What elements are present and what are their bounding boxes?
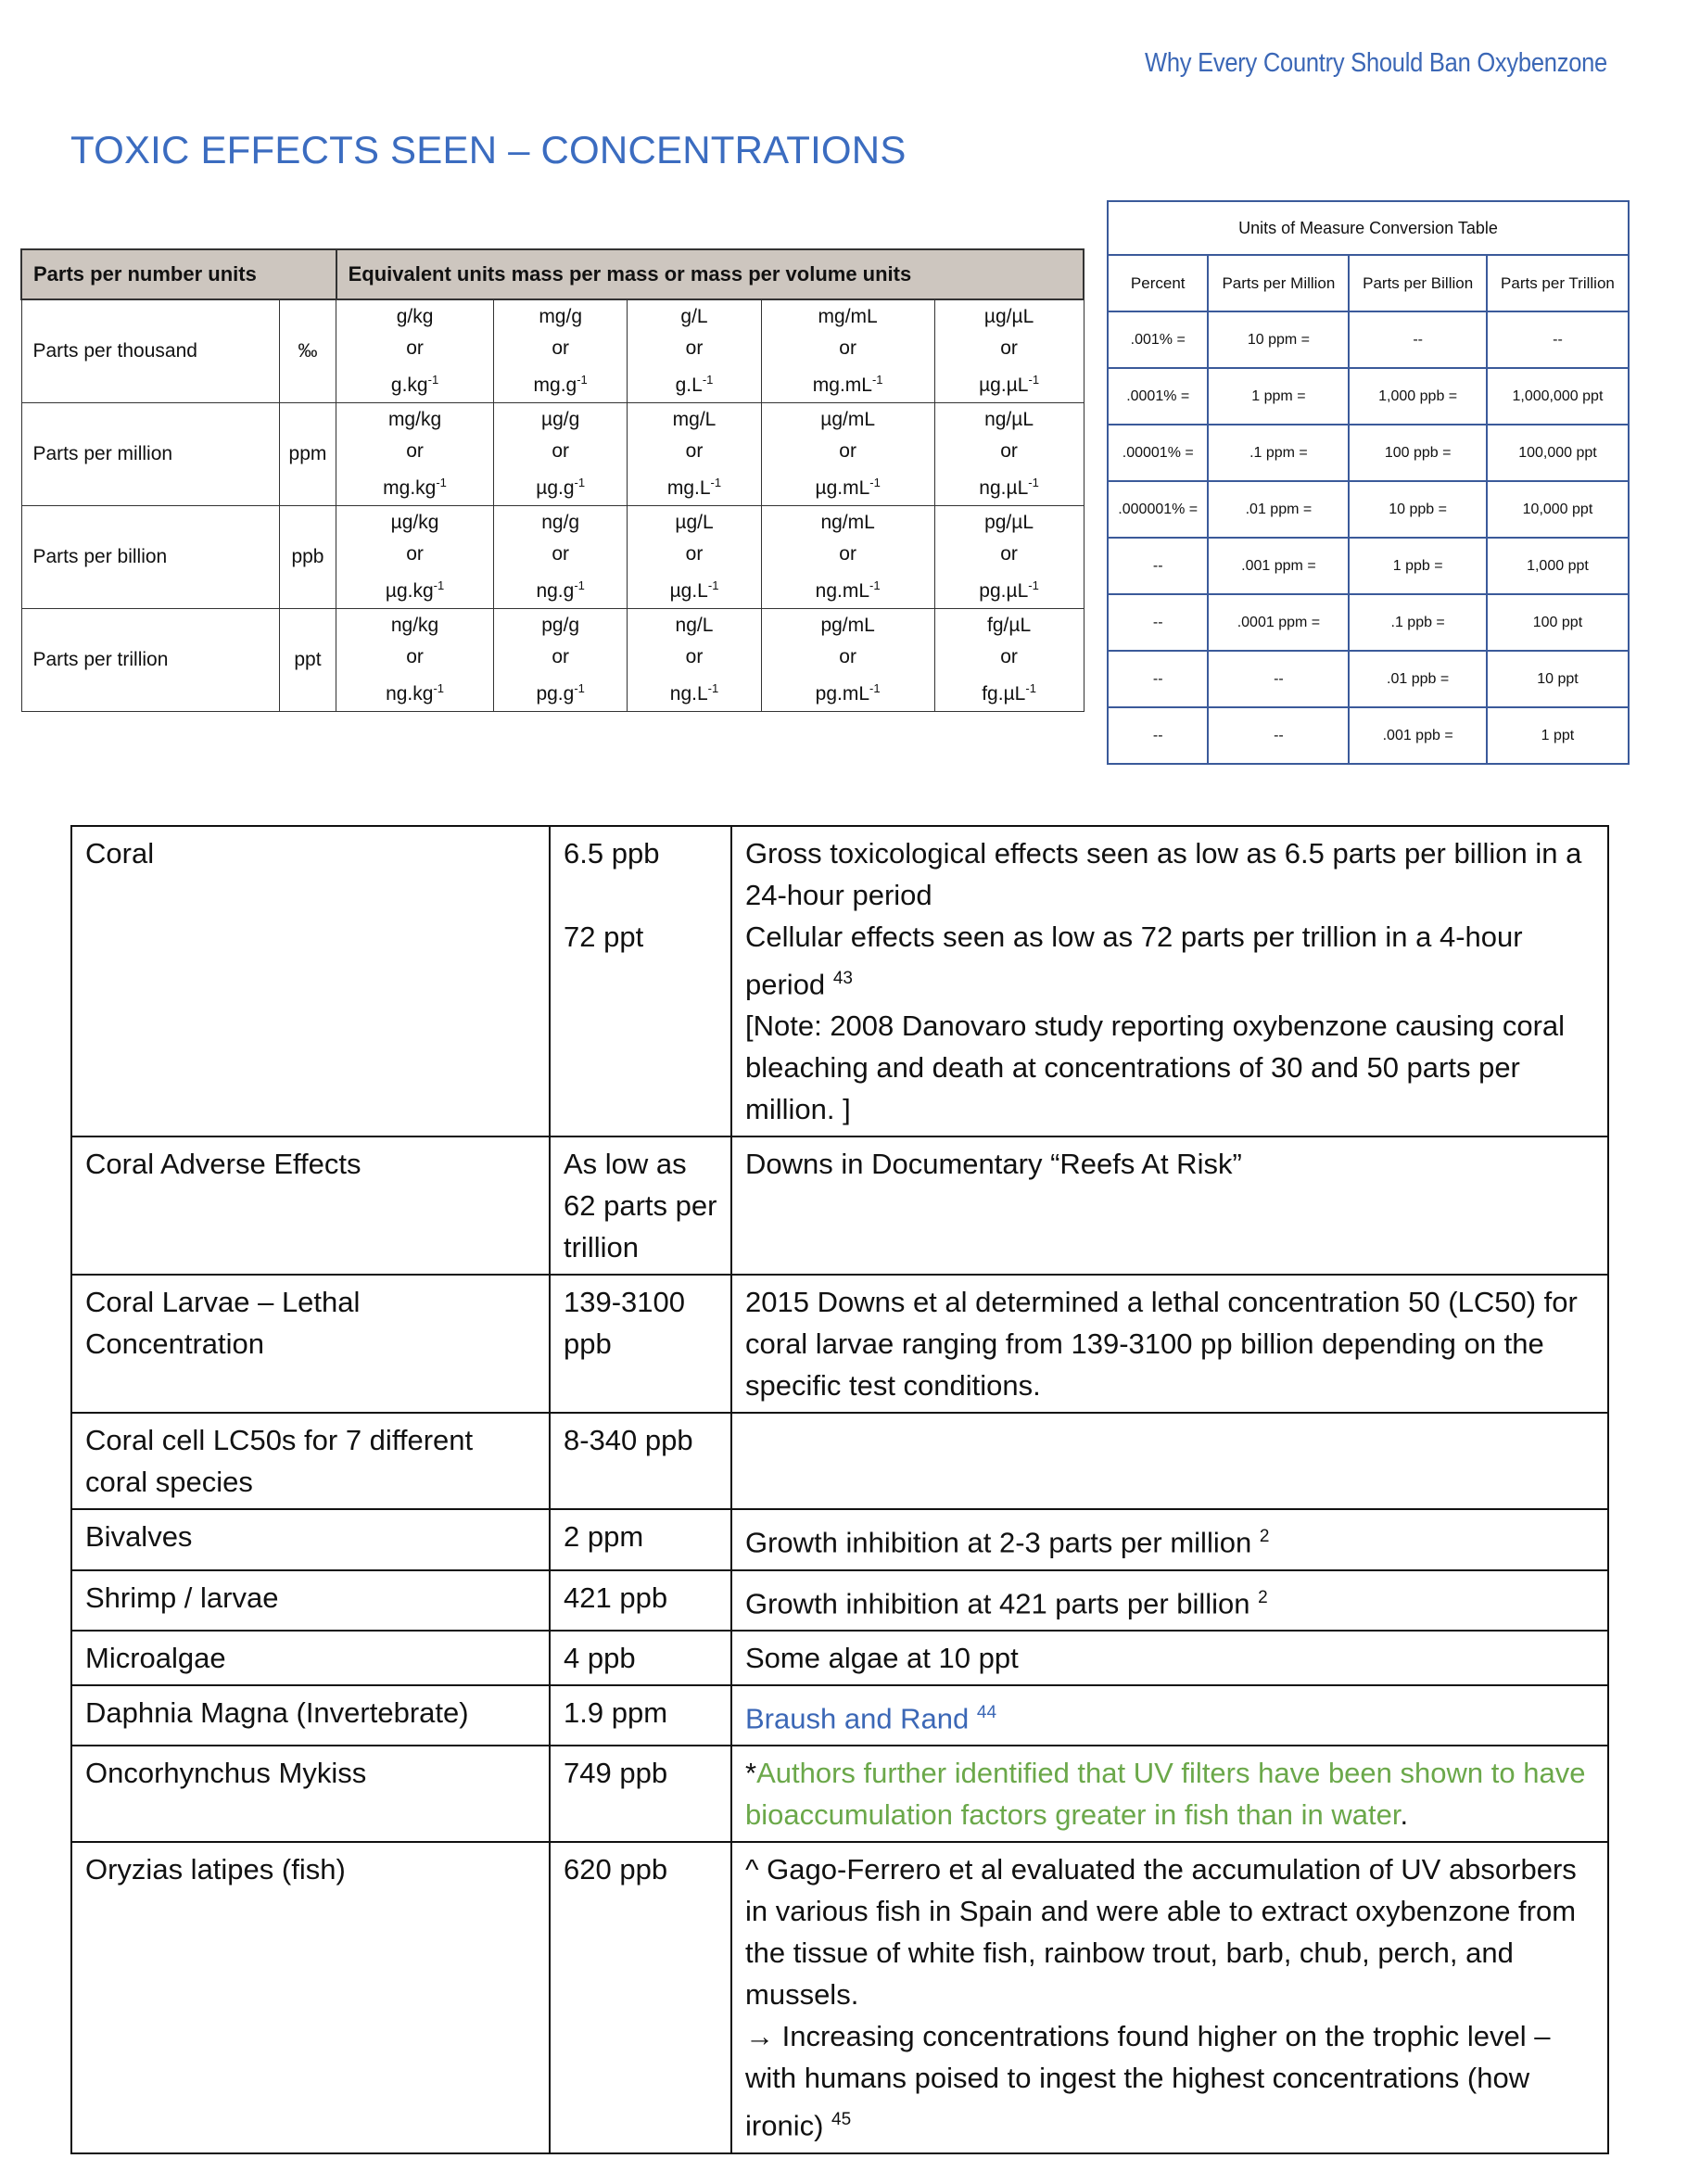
unit-or: or xyxy=(552,440,569,462)
unit-cell xyxy=(494,403,628,506)
unit-cell xyxy=(761,609,934,712)
conversion-cell: 100 ppt xyxy=(1487,594,1629,651)
unit-exponent: -1 xyxy=(427,373,439,387)
unit-cell xyxy=(494,609,628,712)
unit-cell xyxy=(336,506,494,609)
unit-exponent: -1 xyxy=(710,476,722,489)
organism-cell: Bivalves xyxy=(71,1509,550,1569)
conversion-cell: -- xyxy=(1108,651,1208,707)
page-title: TOXIC EFFECTS SEEN – CONCENTRATIONS xyxy=(70,128,907,171)
note-star: * xyxy=(745,1757,757,1790)
notes-cell: 2015 Downs et al determined a lethal concentration 50 (LC50) for coral larvae ranging from 139-3100 pp billion depending on the specific test conditions. xyxy=(731,1275,1608,1413)
unit-cell xyxy=(628,403,761,506)
unit-dot: fg.µL xyxy=(982,683,1026,705)
unit-exponent: -1 xyxy=(433,578,445,592)
unit-cell xyxy=(628,299,761,403)
notes-cell xyxy=(731,1685,1608,1746)
notes-cell: Some algae at 10 ppt xyxy=(731,1631,1608,1685)
unit-cell xyxy=(761,506,934,609)
unit-exponent: -1 xyxy=(574,476,586,489)
table-row xyxy=(1108,481,1629,538)
unit-cell xyxy=(934,609,1084,712)
conversion-cell: -- xyxy=(1108,538,1208,594)
unit-slash: ng/L xyxy=(675,615,714,636)
unit-exponent: -1 xyxy=(1028,578,1039,592)
units-header-equivalent: Equivalent units mass per mass or mass per volume units xyxy=(336,249,1084,299)
unit-symbol: ppb xyxy=(279,506,336,609)
unit-slash: µg/L xyxy=(675,512,714,533)
unit-exponent: -1 xyxy=(702,373,714,387)
note-text: ^ Gago-Ferrero et al evaluated the accumulation of UV absorbers in various fish in Spain and were able to extract oxybenzone from the tissue of white fish, rainbow trout, barb, chub, perch, and mussels. xyxy=(745,1853,1577,2012)
unit-cell xyxy=(934,299,1084,403)
organism-cell: Shrimp / larvae xyxy=(71,1570,550,1631)
unit-slash: ng/mL xyxy=(820,512,875,533)
conversion-cell: -- xyxy=(1487,311,1629,368)
unit-cell xyxy=(628,609,761,712)
conversion-cell: 10,000 ppt xyxy=(1487,481,1629,538)
conversion-cell: 1 ppt xyxy=(1487,707,1629,764)
unit-symbol: ppt xyxy=(279,609,336,712)
unit-cell xyxy=(934,403,1084,506)
unit-or: or xyxy=(1000,440,1018,462)
conversion-cell: -- xyxy=(1108,707,1208,764)
notes-cell xyxy=(731,826,1608,1136)
unit-or: or xyxy=(552,646,569,667)
unit-dot: µg.mL xyxy=(815,477,870,499)
unit-label: Parts per million xyxy=(21,403,279,506)
unit-label: Parts per billion xyxy=(21,506,279,609)
unit-slash: µg/µL xyxy=(983,306,1034,327)
note-text: Authors further identified that UV filters have been shown to have bioaccumulation factors greater in fish than in water xyxy=(745,1757,1586,1832)
conversion-cell: .001% = xyxy=(1108,311,1208,368)
table-row xyxy=(1108,651,1629,707)
notes-cell xyxy=(731,1746,1608,1842)
unit-exponent: -1 xyxy=(707,681,719,695)
table-row xyxy=(71,1509,1608,1569)
unit-or: or xyxy=(685,337,704,359)
conversion-cell: 1 ppb = xyxy=(1349,538,1487,594)
unit-dot: g.kg xyxy=(390,375,428,396)
reference-link[interactable]: Braush and Rand xyxy=(745,1702,970,1735)
table-row xyxy=(71,1685,1608,1746)
unit-dot: µg.g xyxy=(536,477,575,499)
unit-dot: ng.g xyxy=(536,580,575,602)
table-row xyxy=(21,299,1084,403)
concentration-cell: 620 ppb xyxy=(550,1842,731,2152)
unit-or: or xyxy=(839,440,856,462)
unit-exponent: -1 xyxy=(433,681,444,695)
table-row xyxy=(21,403,1084,506)
unit-dot: mg.g xyxy=(533,375,577,396)
unit-dot: mg.mL xyxy=(812,375,872,396)
conversion-cell: 10 ppt xyxy=(1487,651,1629,707)
note-text: Cellular effects seen as low as 72 parts per trillion in a 4-hour period xyxy=(745,921,1523,1001)
unit-slash: µg/kg xyxy=(390,512,439,533)
toxicity-table xyxy=(70,825,1609,2154)
unit-or: or xyxy=(685,440,704,462)
concentration-cell: 421 ppb xyxy=(550,1570,731,1631)
conversion-cell: 1 ppm = xyxy=(1208,368,1349,425)
conversion-header-ppt: Parts per Trillion xyxy=(1487,255,1629,311)
unit-or: or xyxy=(552,337,569,359)
notes-cell: Downs in Documentary “Reefs At Risk” xyxy=(731,1136,1608,1275)
conversion-table xyxy=(1107,200,1630,765)
unit-slash: fg/µL xyxy=(987,615,1032,636)
unit-cell xyxy=(761,299,934,403)
concentration-cell: 8-340 ppb xyxy=(550,1413,731,1509)
conversion-cell: .001 ppm = xyxy=(1208,538,1349,594)
unit-slash: pg/µL xyxy=(984,512,1034,533)
conversion-cell: .1 ppm = xyxy=(1208,425,1349,481)
unit-slash: mg/mL xyxy=(818,306,878,327)
note-text: Gross toxicological effects seen as low as 6.5 parts per billion in a 24-hour period xyxy=(745,837,1582,911)
organism-cell: Oncorhynchus Mykiss xyxy=(71,1746,550,1842)
unit-exponent: -1 xyxy=(574,681,585,695)
unit-or: or xyxy=(839,337,856,359)
concentration-cell: 139-3100 ppb xyxy=(550,1275,731,1413)
table-row xyxy=(71,1570,1608,1631)
notes-cell xyxy=(731,1413,1608,1509)
conversion-body xyxy=(1108,311,1629,764)
unit-dot: ng.L xyxy=(669,683,708,705)
unit-slash: µg/mL xyxy=(820,409,876,430)
conversion-cell: .01 ppb = xyxy=(1349,651,1487,707)
unit-exponent: -1 xyxy=(869,476,881,489)
organism-cell: Daphnia Magna (Invertebrate) xyxy=(71,1685,550,1746)
unit-slash: ng/µL xyxy=(984,409,1034,430)
table-row xyxy=(1108,538,1629,594)
organism-cell: Coral cell LC50s for 7 different coral species xyxy=(71,1413,550,1509)
note-text: [Note: 2008 Danovaro study reporting oxybenzone causing coral bleaching and death at concentrations of 30 and 50 parts per million. ] xyxy=(745,1009,1566,1126)
unit-dot: µg.L xyxy=(669,580,708,602)
concentration-cell: 4 ppb xyxy=(550,1631,731,1685)
conversion-cell: .1 ppb = xyxy=(1349,594,1487,651)
unit-or: or xyxy=(685,543,704,565)
conversion-cell: .001 ppb = xyxy=(1349,707,1487,764)
unit-dot: µg.kg xyxy=(385,580,434,602)
unit-or: or xyxy=(1000,337,1018,359)
unit-dot: ng.kg xyxy=(386,683,434,705)
conversion-cell: -- xyxy=(1349,311,1487,368)
unit-exponent: -1 xyxy=(436,476,447,489)
conversion-header-ppm: Parts per Million xyxy=(1208,255,1349,311)
unit-or: or xyxy=(406,337,424,359)
table-row xyxy=(1108,707,1629,764)
conversion-header-percent: Percent xyxy=(1108,255,1208,311)
note-period: . xyxy=(1400,1798,1409,1832)
unit-or: or xyxy=(685,646,704,667)
unit-exponent: -1 xyxy=(1028,373,1040,387)
unit-exponent: -1 xyxy=(574,578,585,592)
unit-slash: g/kg xyxy=(396,306,434,327)
notes-cell xyxy=(731,1570,1608,1631)
unit-cell xyxy=(494,506,628,609)
unit-dot: pg.mL xyxy=(815,683,870,705)
unit-or: or xyxy=(406,440,424,462)
conversion-cell: 10 ppm = xyxy=(1208,311,1349,368)
conversion-cell: .000001% = xyxy=(1108,481,1208,538)
table-row xyxy=(1108,368,1629,425)
unit-slash: pg/mL xyxy=(820,615,875,636)
unit-exponent: -1 xyxy=(1028,476,1039,489)
concentration-value: 72 ppt xyxy=(564,921,644,953)
conversion-cell: 1,000 ppb = xyxy=(1349,368,1487,425)
organism-cell: Coral Adverse Effects xyxy=(71,1136,550,1275)
table-row xyxy=(71,1746,1608,1842)
unit-or: or xyxy=(1000,543,1018,565)
unit-slash: mg/kg xyxy=(387,409,442,430)
concentration-cell: 749 ppb xyxy=(550,1746,731,1842)
unit-dot: ng.µL xyxy=(979,477,1029,499)
conversion-header-ppb: Parts per Billion xyxy=(1349,255,1487,311)
unit-exponent: -1 xyxy=(871,373,883,387)
conversion-cell: -- xyxy=(1208,707,1349,764)
table-row xyxy=(21,609,1084,712)
units-header-number: Parts per number units xyxy=(21,249,336,299)
unit-dot: µg.µL xyxy=(979,375,1029,396)
unit-cell xyxy=(761,403,934,506)
conversion-caption: Units of Measure Conversion Table xyxy=(1108,201,1629,255)
conversion-cell: 100,000 ppt xyxy=(1487,425,1629,481)
unit-or: or xyxy=(552,543,569,565)
unit-or: or xyxy=(839,646,856,667)
unit-exponent: -1 xyxy=(869,681,881,695)
conversion-cell: .0001 ppm = xyxy=(1208,594,1349,651)
unit-cell xyxy=(336,609,494,712)
unit-symbol: ppm xyxy=(279,403,336,506)
table-row xyxy=(71,826,1608,1136)
reference-number: 2 xyxy=(1259,1527,1270,1547)
unit-slash: mg/L xyxy=(672,409,717,430)
unit-dot: pg.µL xyxy=(979,580,1029,602)
conversion-cell: .00001% = xyxy=(1108,425,1208,481)
reference-number: 2 xyxy=(1258,1587,1268,1607)
conversion-cell: .01 ppm = xyxy=(1208,481,1349,538)
organism-cell: Oryzias latipes (fish) xyxy=(71,1842,550,2152)
unit-label: Parts per trillion xyxy=(21,609,279,712)
unit-slash: pg/g xyxy=(541,615,580,636)
unit-slash: µg/g xyxy=(541,409,580,430)
table-row xyxy=(21,506,1084,609)
units-body xyxy=(21,299,1084,712)
unit-cell xyxy=(494,299,628,403)
conversion-cell: 1,000,000 ppt xyxy=(1487,368,1629,425)
notes-cell xyxy=(731,1842,1608,2152)
units-table xyxy=(20,248,1084,712)
arrow-icon: → xyxy=(745,2020,774,2053)
reference-number: 43 xyxy=(832,969,853,988)
table-row xyxy=(1108,594,1629,651)
unit-slash: g/L xyxy=(680,306,708,327)
unit-or: or xyxy=(839,543,856,565)
unit-exponent: -1 xyxy=(1025,681,1036,695)
conversion-cell: .0001% = xyxy=(1108,368,1208,425)
unit-dot: ng.mL xyxy=(815,580,870,602)
unit-or: or xyxy=(406,646,424,667)
note-text: Increasing concentrations found higher on the trophic level – with humans poised to ingest the highest concentrations (how ironic) xyxy=(745,2020,1551,2142)
organism-cell: Coral Larvae – Lethal Concentration xyxy=(71,1275,550,1413)
unit-slash: mg/g xyxy=(539,306,582,327)
table-row xyxy=(1108,425,1629,481)
conversion-cell: 10 ppb = xyxy=(1349,481,1487,538)
organism-cell: Microalgae xyxy=(71,1631,550,1685)
organism-cell: Coral xyxy=(71,826,550,1136)
conversion-cell: -- xyxy=(1108,594,1208,651)
concentration-cell xyxy=(550,826,731,1136)
table-row xyxy=(1108,311,1629,368)
table-row xyxy=(71,1413,1608,1509)
note-text: Growth inhibition at 421 parts per billion xyxy=(745,1586,1250,1619)
conversion-cell: 1,000 ppt xyxy=(1487,538,1629,594)
unit-or: or xyxy=(406,543,424,565)
unit-cell xyxy=(628,506,761,609)
unit-exponent: -1 xyxy=(707,578,719,592)
note-text: Growth inhibition at 2-3 parts per million xyxy=(745,1526,1252,1559)
table-row xyxy=(71,1631,1608,1685)
concentration-cell: 2 ppm xyxy=(550,1509,731,1569)
unit-dot: mg.L xyxy=(666,477,711,499)
unit-dot: mg.kg xyxy=(383,477,437,499)
conversion-cell: 100 ppb = xyxy=(1349,425,1487,481)
table-row xyxy=(71,1842,1608,2152)
conversion-cell: -- xyxy=(1208,651,1349,707)
unit-cell xyxy=(934,506,1084,609)
unit-dot: pg.g xyxy=(536,683,575,705)
unit-cell xyxy=(336,299,494,403)
unit-label: Parts per thousand xyxy=(21,299,279,403)
table-row xyxy=(71,1136,1608,1275)
concentration-cell: 1.9 ppm xyxy=(550,1685,731,1746)
unit-or: or xyxy=(1000,646,1018,667)
concentration-value: 6.5 ppb xyxy=(564,837,660,870)
unit-slash: ng/g xyxy=(541,512,580,533)
table-row xyxy=(71,1275,1608,1413)
unit-symbol: ‰ xyxy=(279,299,336,403)
concentration-cell: As low as 62 parts per trillion xyxy=(550,1136,731,1275)
notes-cell xyxy=(731,1509,1608,1569)
reference-number: 45 xyxy=(831,2110,852,2130)
header-link[interactable]: Why Every Country Should Ban Oxybenzone xyxy=(1145,48,1607,78)
unit-exponent: -1 xyxy=(577,373,588,387)
reference-number: 44 xyxy=(976,1702,997,1722)
unit-exponent: -1 xyxy=(869,578,881,592)
unit-slash: ng/kg xyxy=(390,615,439,636)
unit-cell xyxy=(336,403,494,506)
unit-dot: g.L xyxy=(675,375,703,396)
